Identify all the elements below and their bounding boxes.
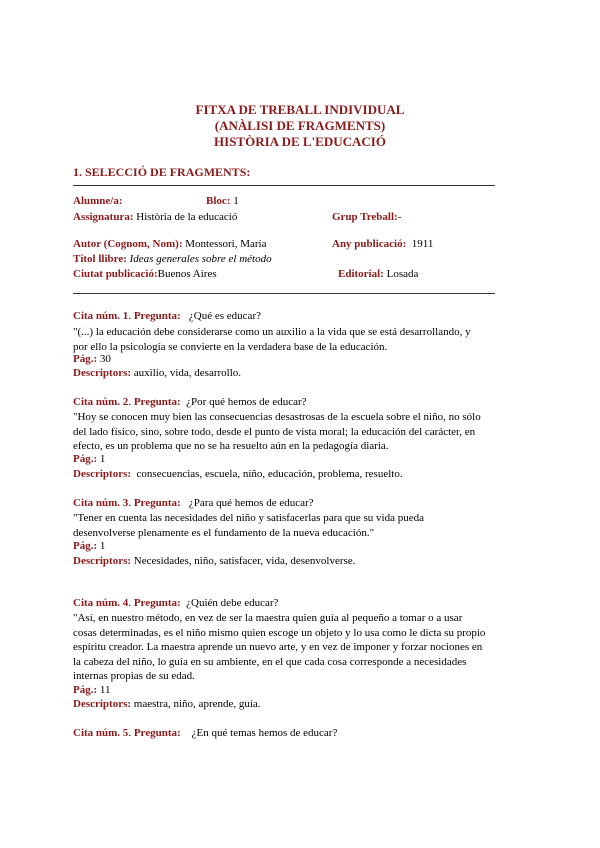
descriptors-label: Descriptors: xyxy=(73,367,132,379)
cita-sep: . xyxy=(128,597,134,609)
autor-label: Autor (Cognom, Nom): xyxy=(73,238,183,250)
cita-header xyxy=(73,727,337,740)
pag-value: 30 xyxy=(99,353,111,365)
pag-field xyxy=(73,353,111,366)
quote-line: espíritu creador. La maestra aprende un nuevo arte, y en vez de imponer y forzar nociones en xyxy=(73,641,483,654)
any-value: 1911 xyxy=(411,238,434,250)
editorial-field xyxy=(338,268,418,281)
autor-field xyxy=(73,238,267,251)
autor-value: Montessori, María xyxy=(185,238,267,250)
bloc-field xyxy=(206,195,239,208)
cita-header xyxy=(73,310,261,323)
titol-label: Títol llibre: xyxy=(73,253,127,265)
pregunta-label: Pregunta: xyxy=(133,396,181,408)
assignatura-field xyxy=(73,211,237,224)
cita-sep: . xyxy=(128,310,134,322)
editorial-label: Editorial: xyxy=(338,268,384,280)
quote-line: "(...) la educación debe considerarse como un auxilio a la vida que se está desarrollando, y xyxy=(73,326,471,338)
pregunta-text: ¿Por qué hemos de educar? xyxy=(186,396,307,408)
cita-quote xyxy=(73,611,528,684)
quote-line: por ello la psicología se convierte en la verdadera base de la educación. xyxy=(73,340,388,353)
titol-value: Ideas generales sobre el método xyxy=(129,253,272,265)
quote-line: cosas determinadas, es el niño mismo quien escoge un objeto y lo usa como le dicta su propio xyxy=(73,626,486,639)
descriptors-label: Descriptors: xyxy=(73,698,132,710)
bloc-value: 1 xyxy=(233,195,239,207)
descriptors-label: Descriptors: xyxy=(73,468,132,480)
quote-line: "Hoy se conocen muy bien las consecuencias desastrosas de la escuela sobre el niño, no sólo xyxy=(73,411,481,423)
pag-label: Pág.: xyxy=(73,353,98,365)
ciutat-field xyxy=(73,268,217,281)
bloc-label: Bloc: xyxy=(206,195,231,207)
descriptors-field xyxy=(73,468,403,481)
cita-sep: . xyxy=(128,727,134,739)
descriptors-value: consecuencias, escuela, niño, educación, problema, resuelto. xyxy=(136,468,403,480)
descriptors-value: auxilio, vida, desarrollo. xyxy=(133,367,242,379)
quote-line: del lado físico, sino, sobre todo, desde el punto de vista moral; la educación del carácter, en xyxy=(73,425,476,438)
assignatura-value: Història de la educació xyxy=(136,211,238,223)
pag-field xyxy=(73,540,105,553)
ciutat-label: Ciutat publicació: xyxy=(73,268,158,280)
cita-label: Cita núm. 2 xyxy=(73,396,129,408)
pag-field xyxy=(73,684,110,697)
pag-value: 1 xyxy=(99,453,106,465)
descriptors-field xyxy=(73,698,261,711)
pregunta-label: Pregunta: xyxy=(133,497,181,509)
quote-line: desenvolverse plenamente es el fundamento de la nueva educación." xyxy=(73,526,375,539)
cita-quote xyxy=(73,325,528,354)
pregunta-label: Pregunta: xyxy=(133,727,181,739)
cita-label: Cita núm. 4 xyxy=(73,597,129,609)
ciutat-value: Buenos Aires xyxy=(157,268,217,280)
pregunta-label: Pregunta: xyxy=(133,597,181,609)
pregunta-text: ¿Para qué hemos de educar? xyxy=(188,497,314,509)
descriptors-label: Descriptors: xyxy=(73,555,132,567)
pag-field xyxy=(73,453,105,466)
document-title-line2: (ANÀLISI DE FRAGMENTS) xyxy=(214,118,386,133)
divider-top xyxy=(73,185,495,186)
any-field xyxy=(332,238,433,251)
divider-bottom xyxy=(73,293,495,294)
pregunta-text: ¿Quién debe educar? xyxy=(186,597,279,609)
any-label: Any publicació: xyxy=(332,238,407,250)
descriptors-field xyxy=(73,555,355,568)
pag-label: Pág.: xyxy=(73,453,98,465)
quote-line: "Así, en nuestro método, en vez de ser la maestra quien guía al pequeño a tomar o a usar xyxy=(73,612,463,624)
pag-label: Pág.: xyxy=(73,540,98,552)
alumne-label: Alumne/a: xyxy=(73,195,123,207)
section-heading: 1. SELECCIÓ DE FRAGMENTS: xyxy=(73,165,251,179)
cita-header xyxy=(73,497,314,510)
assignatura-label: Assignatura: xyxy=(73,211,134,223)
document-title-line3: HISTÒRIA DE L'EDUCACIÓ xyxy=(214,134,386,149)
cita-label: Cita núm. 5 xyxy=(73,727,129,739)
pregunta-text: ¿Qué es educar? xyxy=(188,310,261,322)
quote-line: "Tener en cuenta las necesidades del niño y satisfacerlas para que su vida pueda xyxy=(73,512,424,524)
grup-label: Grup Treball:- xyxy=(332,211,402,223)
quote-line: la cabeza del niño, lo guía en su ambiente, en el que cada cosa corresponde a necesidades xyxy=(73,655,467,668)
cita-label: Cita núm. 3 xyxy=(73,497,129,509)
pag-value: 11 xyxy=(99,684,111,696)
descriptors-value: Necesidades, niño, satisfacer, vida, desenvolverse. xyxy=(133,555,356,567)
cita-sep: . xyxy=(128,396,134,408)
quote-line: efecto, es un problema que no se ha resuelto aún en la pedagogía diaria. xyxy=(73,440,389,453)
pag-label: Pág.: xyxy=(73,684,98,696)
titol-field xyxy=(73,253,272,266)
cita-quote xyxy=(73,511,528,540)
cita-header xyxy=(73,597,278,610)
pregunta-label: Pregunta: xyxy=(133,310,181,322)
editorial-value: Losada xyxy=(386,268,419,280)
cita-sep: . xyxy=(128,497,134,509)
pregunta-text: ¿En qué temas hemos de educar? xyxy=(191,727,338,739)
descriptors-value: maestra, niño, aprende, guía. xyxy=(133,698,261,710)
cita-quote xyxy=(73,410,528,454)
descriptors-field xyxy=(73,367,241,380)
cita-label: Cita núm. 1 xyxy=(73,310,129,322)
pag-value: 1 xyxy=(99,540,106,552)
quote-line: internas propias de su edad. xyxy=(73,670,195,683)
cita-header xyxy=(73,396,307,409)
document-title-line1: FITXA DE TREBALL INDIVIDUAL xyxy=(195,102,405,117)
